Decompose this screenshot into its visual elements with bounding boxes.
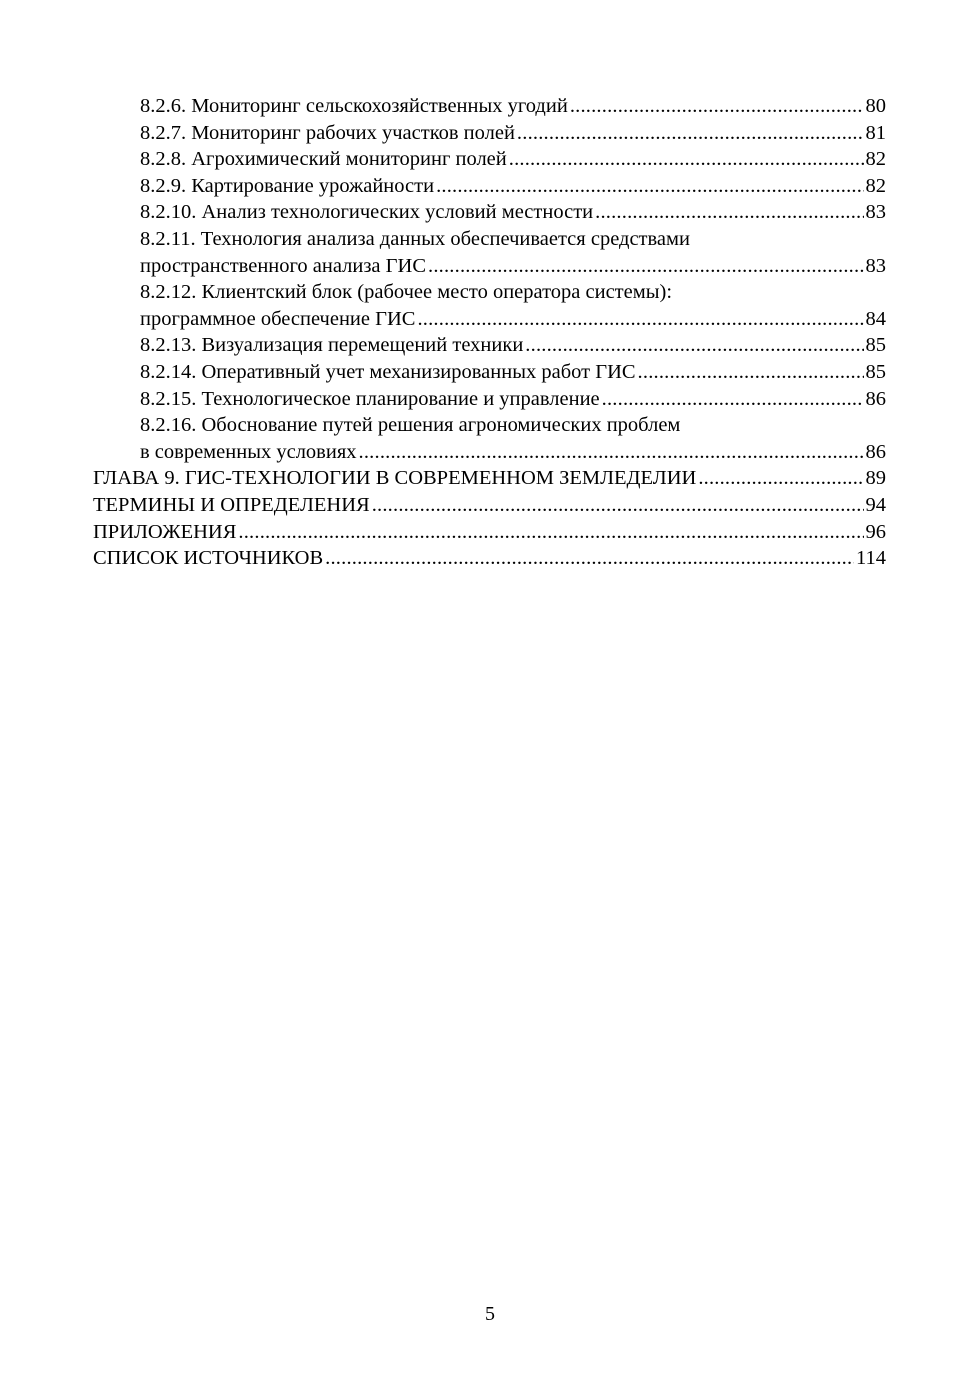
- toc-leader-dots: [595, 199, 863, 226]
- toc-leader-dots: [638, 359, 864, 386]
- toc-entry-first-line: [93, 412, 886, 439]
- toc-entry-page: 81: [865, 121, 886, 144]
- toc-entry-page: 82: [865, 174, 886, 197]
- toc-chapter-label: СПИСОК ИСТОЧНИКОВ: [93, 547, 324, 570]
- toc-entry-label: 8.2.10. Анализ технологических условий местности: [140, 201, 594, 224]
- toc-chapter-page: 89: [865, 467, 886, 490]
- toc-leader-dots: [372, 492, 864, 519]
- toc-entry-page: 83: [865, 254, 886, 277]
- toc-entry-first-line: [93, 279, 886, 306]
- toc-entry-page: 82: [865, 148, 886, 171]
- toc-entry-page: 86: [865, 440, 886, 463]
- toc-chapter-label: ГЛАВА 9. ГИС-ТЕХНОЛОГИИ В СОВРЕМЕННОМ ЗЕМЛЕДЕЛИИ: [93, 467, 697, 490]
- toc-entry-8-2-10[interactable]: [93, 199, 886, 226]
- toc-chapter-page: 114: [856, 547, 886, 570]
- toc-leader-dots: [359, 439, 864, 466]
- toc-entry-page: 83: [865, 201, 886, 224]
- toc-leader-dots: [428, 253, 864, 280]
- toc-entry-label: 8.2.13. Визуализация перемещений техники: [140, 334, 524, 357]
- toc-references[interactable]: [93, 545, 886, 572]
- toc-entry-second-line: [93, 306, 886, 333]
- table-of-contents: [93, 93, 886, 572]
- toc-chapter-9[interactable]: [93, 465, 886, 492]
- toc-entry-page: 84: [865, 307, 886, 330]
- toc-entry-page: 85: [865, 334, 886, 357]
- toc-leader-dots: [325, 545, 854, 572]
- toc-leader-dots: [698, 465, 863, 492]
- toc-chapter-label: ТЕРМИНЫ И ОПРЕДЕЛЕНИЯ: [93, 493, 370, 516]
- toc-entry-label: 8.2.11. Технология анализа данных обеспечивается средствами: [140, 227, 690, 250]
- toc-entry-8-2-7[interactable]: [93, 120, 886, 147]
- toc-entry-8-2-13[interactable]: [93, 332, 886, 359]
- toc-entry-8-2-16[interactable]: [93, 412, 886, 465]
- toc-chapter-page: 96: [865, 520, 886, 543]
- toc-leader-dots: [436, 173, 863, 200]
- toc-entry-label: 8.2.7. Мониторинг рабочих участков полей: [140, 121, 515, 144]
- toc-entry-label: 8.2.9. Картирование урожайности: [140, 174, 435, 197]
- toc-leader-dots: [517, 120, 864, 147]
- toc-entry-label: пространственного анализа ГИС: [140, 254, 426, 277]
- toc-leader-dots: [570, 93, 864, 120]
- toc-terms-and-definitions[interactable]: [93, 492, 886, 519]
- toc-leader-dots: [417, 306, 863, 333]
- toc-entry-8-2-9[interactable]: [93, 173, 886, 200]
- toc-entry-label: программное обеспечение ГИС: [140, 307, 416, 330]
- toc-entry-8-2-12[interactable]: [93, 279, 886, 332]
- toc-entry-first-line: [93, 226, 886, 253]
- toc-entry-8-2-8[interactable]: [93, 146, 886, 173]
- toc-entry-label: 8.2.14. Оперативный учет механизированных работ ГИС: [140, 360, 636, 383]
- toc-entry-8-2-11[interactable]: [93, 226, 886, 279]
- toc-appendices[interactable]: [93, 519, 886, 546]
- toc-entry-8-2-15[interactable]: [93, 386, 886, 413]
- toc-leader-dots: [602, 386, 864, 413]
- toc-entry-label: 8.2.15. Технологическое планирование и управление: [140, 387, 600, 410]
- toc-entry-page: 80: [865, 95, 886, 117]
- toc-entry-label: в современных условиях: [140, 440, 357, 463]
- toc-entry-label: 8.2.8. Агрохимический мониторинг полей: [140, 148, 507, 171]
- toc-chapter-label: ПРИЛОЖЕНИЯ: [93, 520, 237, 543]
- page-number: 5: [485, 1303, 495, 1325]
- toc-entry-8-2-14[interactable]: [93, 359, 886, 386]
- toc-entry-label: 8.2.6. Мониторинг сельскохозяйственных угодий: [140, 95, 568, 117]
- toc-leader-dots: [238, 519, 863, 546]
- toc-leader-dots: [509, 146, 864, 173]
- toc-entry-second-line: [93, 439, 886, 466]
- toc-entry-second-line: [93, 253, 886, 280]
- toc-chapter-page: 94: [865, 493, 886, 516]
- toc-entry-8-2-6[interactable]: [93, 93, 886, 120]
- toc-entry-page: 85: [865, 360, 886, 383]
- toc-entry-label: 8.2.16. Обоснование путей решения агрономических проблем: [140, 414, 681, 437]
- toc-entry-page: 86: [865, 387, 886, 410]
- toc-leader-dots: [525, 332, 863, 359]
- toc-entry-label: 8.2.12. Клиентский блок (рабочее место оператора системы):: [140, 281, 673, 304]
